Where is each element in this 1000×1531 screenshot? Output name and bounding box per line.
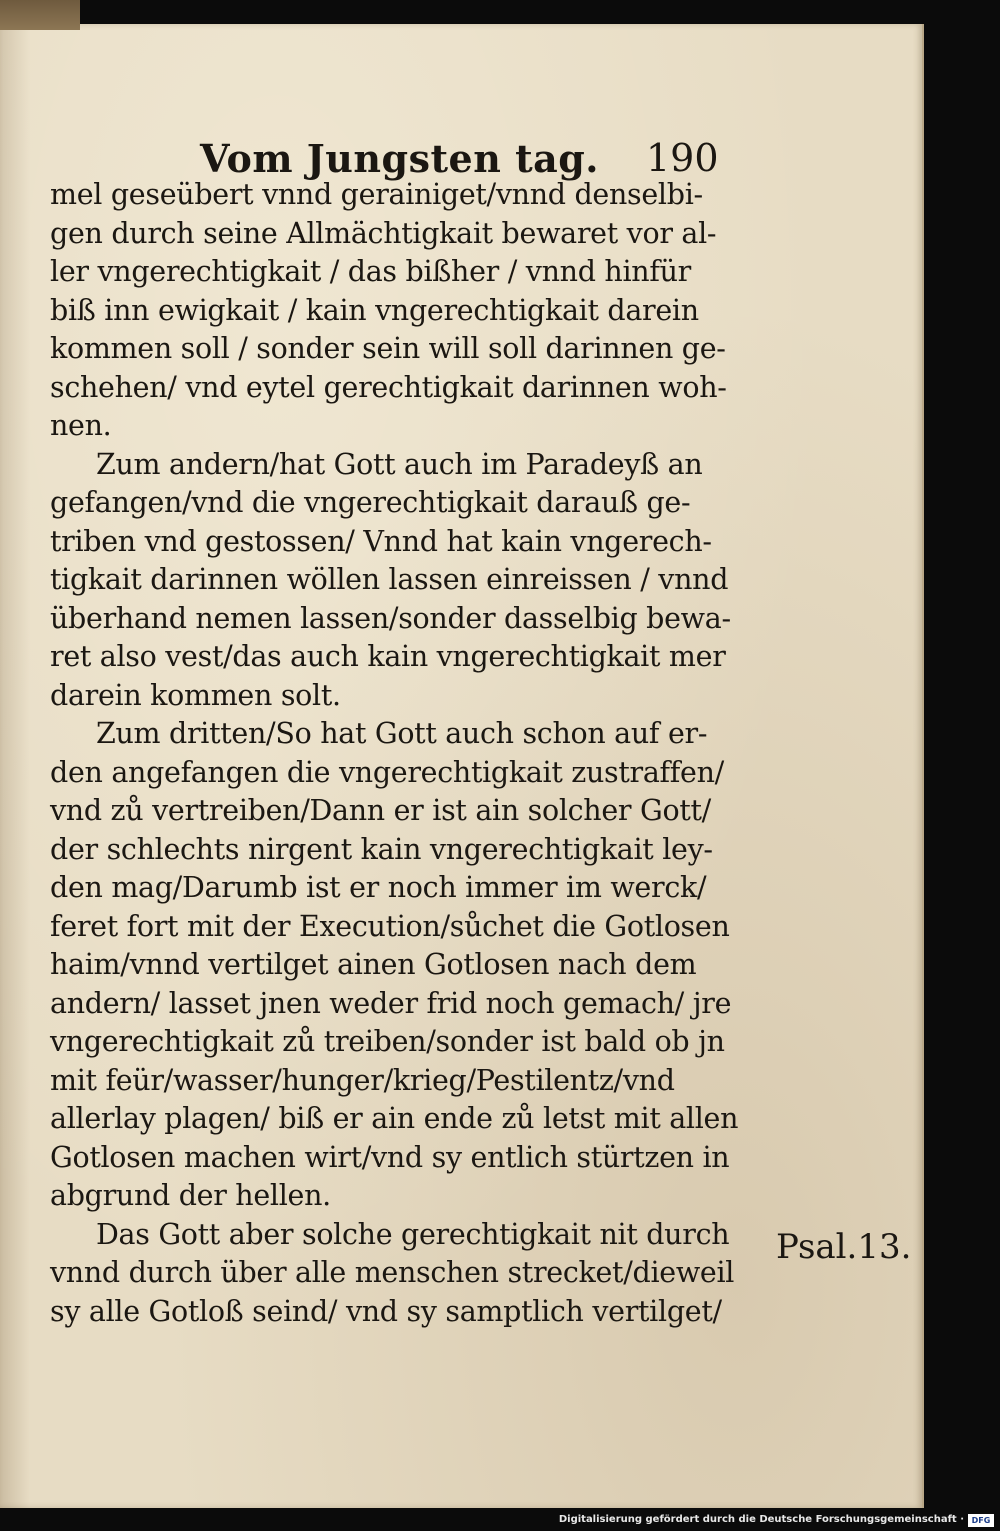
text-line: kommen soll / sonder sein will soll darinnen ge- [50, 332, 726, 365]
text-line: ret also vest/das auch kain vngerechtigkait mer [50, 640, 726, 673]
text-line: der schlechts nirgent kain vngerechtigkait ley- [50, 832, 713, 866]
text-line: ler vngerechtigkait / das bißher / vnnd hinfür [50, 255, 691, 288]
running-head: Vom Jungsten tag. [200, 136, 600, 181]
text-line: biß inn ewigkait / kain vngerechtigkait darein [50, 293, 699, 327]
margin-note: Psal.13. [776, 1227, 912, 1267]
text-line: Zum dritten/So hat Gott auch schon auf er- [96, 717, 708, 750]
text-line: sy alle Gotloß seind/ vnd sy samptlich vertilget/ [50, 1294, 722, 1328]
text-line: abgrund der hellen. [50, 1179, 331, 1212]
text-line: tigkait darinnen wöllen lassen einreissen / vnnd [50, 563, 729, 596]
text-line: andern/ lasset jnen weder frid noch gemach/ jre [50, 986, 732, 1020]
text-line: vnd zů vertreiben/Dann er ist ain solcher Gott/ [50, 794, 711, 827]
text-line: überhand nemen lassen/sonder dasselbig bewa- [50, 601, 731, 635]
text-line: Zum andern/hat Gott auch im Paradeyß an [96, 447, 703, 481]
book-page [0, 24, 924, 1508]
page-corner [0, 0, 80, 30]
text-line: gen durch seine Allmächtigkait bewaret vor al- [50, 216, 717, 250]
text-line: feret fort mit der Execution/sůchet die Gotlosen [50, 909, 730, 943]
text-line: mel geseübert vnnd gerainiget/vnnd denselbi- [50, 178, 703, 211]
digitization-credit: Digitalisierung gefördert durch die Deutsche Forschungsgemeinschaft · [558, 1514, 964, 1525]
text-line: allerlay plagen/ biß er ain ende zů letst mit allen [50, 1102, 739, 1135]
text-line: triben vnd gestossen/ Vnnd hat kain vngerech- [50, 524, 712, 558]
text-line: Gotlosen machen wirt/vnd sy entlich stürtzen in [50, 1140, 730, 1174]
text-line: haim/vnnd vertilget ainen Gotlosen nach dem [50, 948, 697, 981]
dfg-logo: DFG [968, 1514, 994, 1527]
text-line: nen. [50, 409, 112, 442]
text-line: vngerechtigkait zů treiben/sonder ist bald ob jn [50, 1025, 725, 1058]
text-line: den mag/Darumb ist er noch immer im werck/ [50, 871, 707, 904]
body-text [50, 176, 762, 1331]
page-top-gap [80, 0, 922, 24]
text-line: vnnd durch über alle menschen strecket/dieweil [50, 1256, 735, 1289]
page-number: 190 [646, 136, 719, 180]
text-line: Das Gott aber solche gerechtigkait nit durch [96, 1217, 730, 1251]
text-line: mit feür/wasser/hunger/krieg/Pestilentz/vnd [50, 1063, 675, 1097]
text-line: gefangen/vnd die vngerechtigkait darauß ge- [50, 486, 691, 519]
text-line: schehen/ vnd eytel gerechtigkait darinnen woh- [50, 370, 727, 404]
text-line: den angefangen die vngerechtigkait zustraffen/ [50, 755, 724, 789]
text-line: darein kommen solt. [50, 678, 341, 712]
